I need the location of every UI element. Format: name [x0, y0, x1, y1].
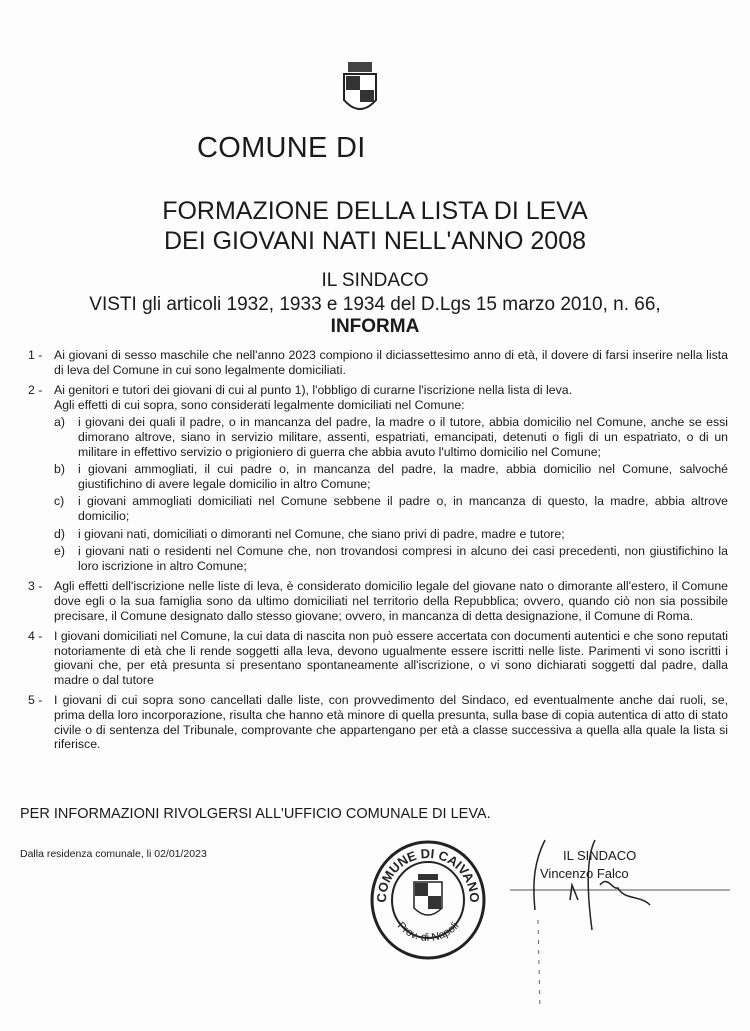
- informa-heading: INFORMA: [330, 316, 420, 337]
- sub-text: i giovani dei quali il padre, o in mancanza del padre, la madre o il tutore, abbia domicilio nel Comune, anche se essi dimorano altrove, siano in servizio militare, assenti, espatriati, emancipati, detenuti o figli di un espatriato, o di un militare in effettivo servizio o prigioniero di guerra che abbia avuto l'ultimo domicilio nel Comune;: [78, 415, 728, 459]
- sub-item: [54, 415, 728, 459]
- item-text: Agli effetti di cui sopra, sono considerati legalmente domiciliati nel Comune:: [54, 397, 465, 412]
- item-text: I giovani di cui sopra sono cancellati dalle liste, con provvedimento del Sindaco, ed eventualmente anche dai ruoli, se, prima della loro incorporazione, risulta che hanno età minore di quella presunta, sulla base di copia autentica di atto di stato civile o di sentenza del Tribunale, comprovante che appartengano per età a classe successiva a quella alla quale la lista si riferisce.: [54, 693, 728, 752]
- sub-text: i giovani ammogliati domiciliati nel Comune sebbene il padre o, in mancanza di questo, la madre, abbia altrove domicilio;: [78, 494, 728, 523]
- svg-text:COMUNE DI CAIVANO: COMUNE DI CAIVANO: [373, 845, 483, 903]
- list-item: [28, 693, 728, 751]
- list-item: [28, 629, 728, 687]
- sub-letter: c): [54, 494, 65, 509]
- svg-text:Prov. di Napoli: Prov. di Napoli: [394, 919, 462, 945]
- signature-icon: [500, 820, 740, 1020]
- items-list: [28, 348, 728, 758]
- title-line-2: [0, 226, 750, 256]
- item-text: Ai genitori e tutori dei giovani di cui al punto 1), l'obbligo di curarne l'iscrizione nella lista di leva.: [54, 383, 573, 398]
- item-text: Ai giovani di sesso maschile che nell'anno 2023 compiono il diciassettesimo anno di età, il dovere di farsi inserire nella lista di leva del Comune in cui sono legalmente domiciliati.: [54, 348, 728, 377]
- list-item: [28, 383, 728, 573]
- list-item: [28, 579, 728, 623]
- official-seal-icon: [368, 838, 488, 962]
- visti-line: VISTI gli articoli 1932, 1933 e 1934 del D.Lgs 15 marzo 2010, n. 66,: [89, 294, 661, 315]
- sub-item: [54, 544, 728, 573]
- title-text: DEI GIOVANI NATI NELL'ANNO: [163, 227, 524, 255]
- list-item: [28, 348, 728, 377]
- item-number: 4 -: [28, 629, 43, 644]
- sindaco-heading: IL SINDACO: [321, 270, 429, 291]
- item-text: Agli effetti dell'iscrizione nelle liste di leva, è considerato domicilio legale del giovane nato o dimorante all'estero, il Comune dove egli o la sua famiglia sono da ultimo domiciliati nel territorio della Repubblica; ovvero, quando ciò non sia possibile precisare, il Comune designato dallo stesso giovane; ovvero, in mancanza di detta designazione, il Comune di Roma.: [54, 579, 728, 623]
- item-number: 3 -: [28, 579, 43, 594]
- comune-heading: COMUNE DI: [197, 132, 366, 164]
- sub-letter: a): [54, 415, 65, 430]
- sub-item: [54, 527, 728, 542]
- sub-letter: d): [54, 526, 65, 541]
- item-text: I giovani domiciliati nel Comune, la cui data di nascita non può essere accertata con documenti autentici e che sono reputati notoriamente di età che li rende soggetti alla leva, devono ugualmente essere iscritti nelle liste. Parimenti vi sono iscritti i giovani che, per età presunta si presentano spontaneamente all'iscrizione, o vi sono dichiarati soggetti dal padre, dalla madre o dal tutore: [54, 629, 728, 687]
- sub-letter: e): [54, 544, 65, 559]
- title-line-1: FORMAZIONE DELLA LISTA DI LEVA: [162, 197, 588, 225]
- item-number: 5 -: [28, 693, 43, 708]
- sub-text: i giovani ammogliati, il cui padre o, in mancanza del padre, la madre, abbia domicilio nel Comune, salvoché giustifichino di avere legale domicilio in altro Comune;: [78, 462, 728, 491]
- info-line: PER INFORMAZIONI RIVOLGERSI ALL'UFFICIO COMUNALE DI LEVA.: [20, 806, 491, 822]
- coat-of-arms-icon: [340, 60, 380, 120]
- date-line: Dalla residenza comunale, li 02/01/2023: [20, 848, 207, 860]
- item-number: 1 -: [28, 348, 43, 362]
- sub-item: [54, 462, 728, 491]
- year: 2008: [530, 227, 587, 255]
- sign-title: IL SINDACO: [563, 848, 637, 863]
- sub-item: [54, 494, 728, 523]
- sub-text: i giovani nati, domiciliati o dimoranti nel Comune, che siano privi di padre, madre e tutore;: [78, 526, 565, 541]
- sign-name: Vincenzo Falco: [540, 866, 629, 881]
- sub-letter: b): [54, 462, 65, 477]
- sub-text: i giovani nati o residenti nel Comune che, non trovandosi compresi in alcuno dei casi precedenti, non giustifichino la loro iscrizione in altro Comune;: [78, 544, 728, 573]
- item-number: 2 -: [28, 383, 43, 398]
